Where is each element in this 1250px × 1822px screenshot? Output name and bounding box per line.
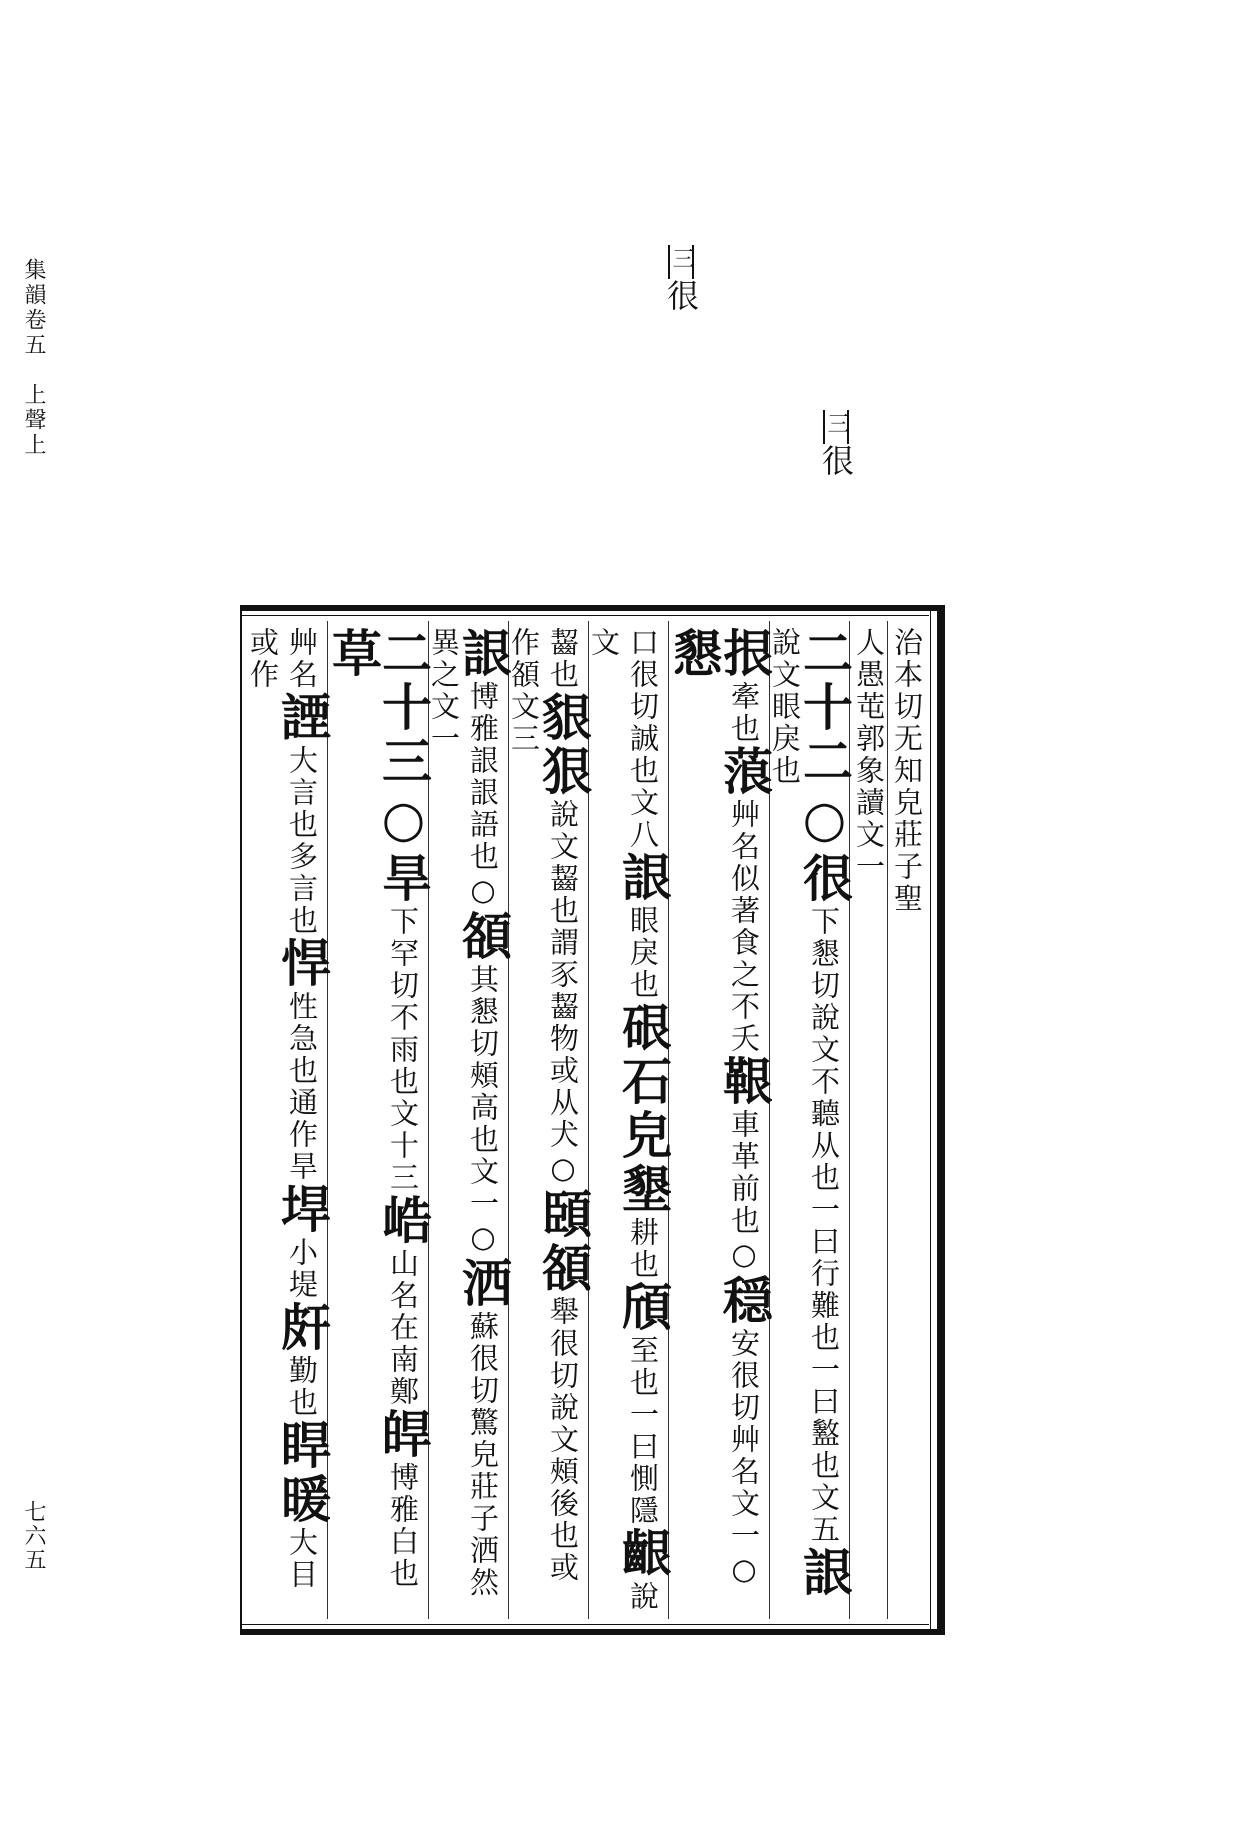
gloss-text: 下懇切說文不聽从也一曰行難也一曰盭也文五 <box>807 906 841 1546</box>
gloss-text: 艸名 <box>285 627 319 691</box>
frame-rule <box>242 615 929 616</box>
gloss-text: 勤也 <box>285 1355 319 1419</box>
headword: 諲 <box>273 691 332 745</box>
gloss-text: 說文 <box>587 627 660 1613</box>
text-column <box>587 621 673 1619</box>
gloss-text: 安很切艸名文一○ <box>727 1328 761 1589</box>
annotation-bracket-number: 三 <box>669 247 694 277</box>
headword: 懇 <box>665 627 724 681</box>
gloss-text: 山名在南鄭 <box>386 1248 420 1408</box>
column-text <box>246 627 332 1613</box>
headword: 詪 <box>614 851 673 905</box>
text-column <box>324 621 433 1619</box>
gloss-text: 耕也 <box>626 1217 660 1281</box>
gloss-text: 艸名似著食之不夭 <box>727 799 761 1055</box>
headword: 皯 <box>273 1301 332 1355</box>
annotation-character: 很 <box>662 279 700 319</box>
column-text <box>890 627 924 1613</box>
column-text <box>768 627 854 1613</box>
headword: 二十二○很 <box>795 627 854 906</box>
headword: 睅暖 <box>273 1419 332 1527</box>
gloss-text: 口很切誠也文八 <box>626 627 660 851</box>
headword: 穏 <box>715 1274 774 1328</box>
gloss-text: 齧也 <box>546 627 580 691</box>
column-text <box>427 627 513 1613</box>
gloss-text: 說文齧也謂豕齧物或从犬○ <box>546 799 580 1188</box>
gloss-text: 治本切无知皃莊子聖 <box>890 627 924 915</box>
headword: 鞎 <box>715 1055 774 1109</box>
text-column <box>246 621 332 1619</box>
gloss-text: 博雅白也 <box>386 1462 420 1590</box>
headword: 蒗 <box>715 745 774 799</box>
headword: 二十三○旱 <box>374 627 433 906</box>
column-text <box>852 627 886 1613</box>
headword: 齦 <box>614 1527 673 1581</box>
gloss-text: 其懇切頰高也文一○ <box>466 964 500 1257</box>
column-text <box>507 627 593 1613</box>
column-text <box>324 627 433 1613</box>
gloss-text: 眼戾也 <box>626 905 660 1001</box>
page-number: 七六五 <box>21 1500 46 1572</box>
gloss-text: 車革前也○ <box>727 1109 761 1274</box>
headword: 詪 <box>454 627 513 681</box>
printed-text-block <box>240 605 945 1635</box>
gloss-text: 大言也多言也 <box>285 745 319 937</box>
frame-rule <box>242 1624 929 1625</box>
headword: 峼 <box>374 1194 433 1248</box>
headword: 硍 <box>614 1001 673 1055</box>
gloss-text: 說文眼戾也 <box>768 627 802 787</box>
annotation-bracket-number: 三 <box>824 412 849 442</box>
gloss-text: 大目或作 <box>246 627 319 1591</box>
headword: 墾 <box>614 1163 673 1217</box>
handwritten-annotation <box>662 245 700 319</box>
gloss-text: 至也一曰惻隱 <box>626 1335 660 1527</box>
annotation-character: 很 <box>817 444 855 484</box>
column-text <box>587 627 673 1613</box>
gloss-text: 小堤 <box>285 1237 319 1301</box>
headword: 頎 <box>614 1281 673 1335</box>
headword: 草 <box>324 627 383 681</box>
headword: 貇狠 <box>534 691 593 799</box>
gloss-text: 牽也 <box>727 681 761 745</box>
headword: 悍 <box>273 937 332 991</box>
frame-rule <box>930 611 931 1629</box>
headword: 詪 <box>795 1546 854 1600</box>
column-text <box>665 627 774 1613</box>
text-column <box>768 621 854 1619</box>
headword: 頣頟 <box>534 1188 593 1296</box>
headword: 拫 <box>715 627 774 681</box>
text-column <box>665 621 774 1619</box>
headword: 皔 <box>374 1408 433 1462</box>
headword: 頟 <box>454 910 513 964</box>
text-column <box>849 621 887 1619</box>
text-column <box>507 621 593 1619</box>
gloss-text: 蘇很切驚皃莊子洒然異之文一 <box>427 627 500 1599</box>
gloss-text: 性急也通作旱 <box>285 991 319 1183</box>
headword: 垾 <box>273 1183 332 1237</box>
gloss-text: 下罕切不雨也文十三 <box>386 906 420 1194</box>
headword: 石皃 <box>614 1055 673 1163</box>
text-column <box>427 621 513 1619</box>
text-column <box>887 621 925 1619</box>
text-columns <box>248 621 925 1619</box>
headword: 洒 <box>454 1257 513 1311</box>
book-section-title: 集韻卷五 上聲上 <box>21 258 46 458</box>
gloss-text: 舉很切說文頰後也或作頟文三 <box>507 627 580 1584</box>
handwritten-annotation <box>817 410 855 484</box>
gloss-text: 博雅詪詪語也○ <box>466 681 500 910</box>
gloss-text: 人愚芚郭象讀文一 <box>852 627 886 883</box>
